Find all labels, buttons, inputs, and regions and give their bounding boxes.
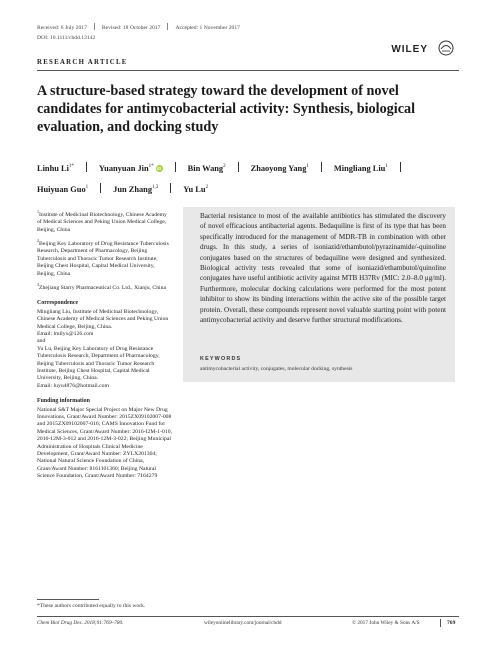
divider <box>321 162 322 172</box>
divider <box>37 599 99 600</box>
divider <box>175 162 176 172</box>
author[interactable]: Mingliang Liu$^1$ <box>333 163 388 173</box>
author[interactable]: Linhu $Li^{1*}$ <box>37 163 74 173</box>
author[interactable]: Huiyuan Guo$^1$ <box>37 184 89 194</box>
author-list <box>37 157 467 199</box>
divider <box>86 162 87 172</box>
author[interactable]: Jun Zhang$^{1,3}$ <box>113 184 159 194</box>
received-date: Received: 6 July 2017 <box>37 25 87 31</box>
publisher-name: WILEY <box>391 44 428 55</box>
divider <box>37 616 459 617</box>
funding-heading: Funding information <box>37 398 90 405</box>
revised-date: Revised: 18 October 2017 <box>101 25 161 31</box>
received-dates <box>37 23 240 31</box>
divider <box>100 183 101 193</box>
affiliation: $^2$Beijing Key Laboratory of Drug Resistance Tuberculosis Research, Department of Pharmacology, Beijing Tuberculosis and Thoracic Tumor Research Institute, Beijing Chest Hospital, Capital Medical University, Beijing, China <box>37 238 169 277</box>
divider <box>400 162 401 172</box>
doi[interactable]: DOI: 10.1111/cbdd.13142 <box>37 35 96 41</box>
article-type: RESEARCH ARTICLE <box>37 59 128 66</box>
accepted-date: Accepted: 1 November 2017 <box>175 25 240 31</box>
divider <box>94 23 95 30</box>
affiliation: $^3$Zhejiang Starry Pharmaceutical Co. Ltd., Xianju, China <box>37 282 166 291</box>
correspondence-email[interactable]: Email: luyu4876@hotmail.com <box>37 382 109 389</box>
funding-text: National S&T Major Special Project on Major New Drug Innovations, Grant/Award Number: 2015ZX09102007-008 and 2015ZX09102007-016; CAMS Innovation Fund for Medical Sciences, Grant/Award Number: 2016-I2M-1-010, 2016-12M-3-012 and 2016-12M-3-022; Beijing Municipal Administration of Hospitals Clinical Medicine Development, Grant/Award Number: ZYLX201304; National Natural Science Foundation of China, Grant/Award Number: 8161101360; Beijing Natural Science Foundation, Grant/Award Number: 7164279 <box>37 406 172 480</box>
article-title: A structure-based strategy toward the development of novel candidates for antimycobacterial activity: Synthesis, biological evaluation, and docking study <box>37 83 416 135</box>
orcid-icon[interactable]: iD <box>156 165 162 171</box>
author[interactable]: Zhaoyong Yang$^1$ <box>250 163 309 173</box>
page-number: 769 <box>447 620 456 626</box>
divider <box>440 619 441 627</box>
correspondence-and: and <box>37 338 46 345</box>
correspondence-text: Yu Lu, Beijing Key Laboratory of Drug Resistance Tuberculosis Research, Department of Pharmacology, Beijing Tuberculosis and Thoracic Tumor Research Institute, Beijing Chest Hospital, Capital Medical University, Beijing, China. <box>37 345 160 382</box>
author[interactable]: Yu Lu$^2$ <box>183 184 209 194</box>
divider <box>238 162 239 172</box>
author[interactable]: Bin Wang$^2$ <box>187 163 226 173</box>
footnote: *These authors contributed equally to this work. <box>37 603 146 609</box>
divider <box>170 183 171 193</box>
affiliations <box>37 208 172 481</box>
correspondence-heading: Correspondence <box>37 300 79 307</box>
affiliation: $^1$Institute of Medicinal Biotechnology, Chinese Academy of Medical Sciences and Peking Union Medical College, Beijing, China <box>37 209 167 233</box>
divider <box>167 23 168 30</box>
journal-url[interactable]: wileyonlinelibrary.com/journal/cbdd <box>204 620 282 626</box>
keywords-heading: KEYWORDS <box>200 356 242 362</box>
correspondence-text: Mingliang Liu, Institute of Medicinal Biotechnology, Chinese Academy of Medical Sciences and Peking Union Medical College, Beijing, China. <box>37 308 169 330</box>
abstract-text: Bacterial resistance to most of the available antibiotics has stimulated the discovery of novel efficacious antibacterial agents. Bedaquiline is first of its type that has been specifically introduced for the management of MDR-TB in combination with other drugs. In this study, a series of isoniazid/ethambutol/pyrazinamide/-quinoline conjugates based on the structures of bedaquiline were designed and synthesized. Biological activity tests revealed that some of isoniazid/ethambutol/quinoline conjugates have useful antibiotic activity against MTB H37Rv (MIC: 2.0–8.0 μg/ml). Furthermore, molecular docking calculations were performed for the most potent inhibitor to show its binding interactions within the active site of the possible target protein. Overall, these compounds represent novel valuable starting point with potent antimycobacterial activity and deserve further structural modifications. <box>200 212 446 325</box>
correspondence-email[interactable]: Email: lmllyx@126.com <box>37 330 94 337</box>
wiley-cab-logo-icon <box>436 40 456 56</box>
keywords-text: antimycobacterial activity, conjugates, molecular docking, synthesis <box>200 366 353 372</box>
copyright: © 2017 John Wiley & Sons A/S <box>352 620 420 626</box>
author[interactable]: Yuanyuan Jin$^{1*}$ iD <box>98 163 162 173</box>
journal-citation: Chem Biol Drug Des. 2018;91:769–780. <box>37 620 124 626</box>
divider <box>37 70 459 71</box>
